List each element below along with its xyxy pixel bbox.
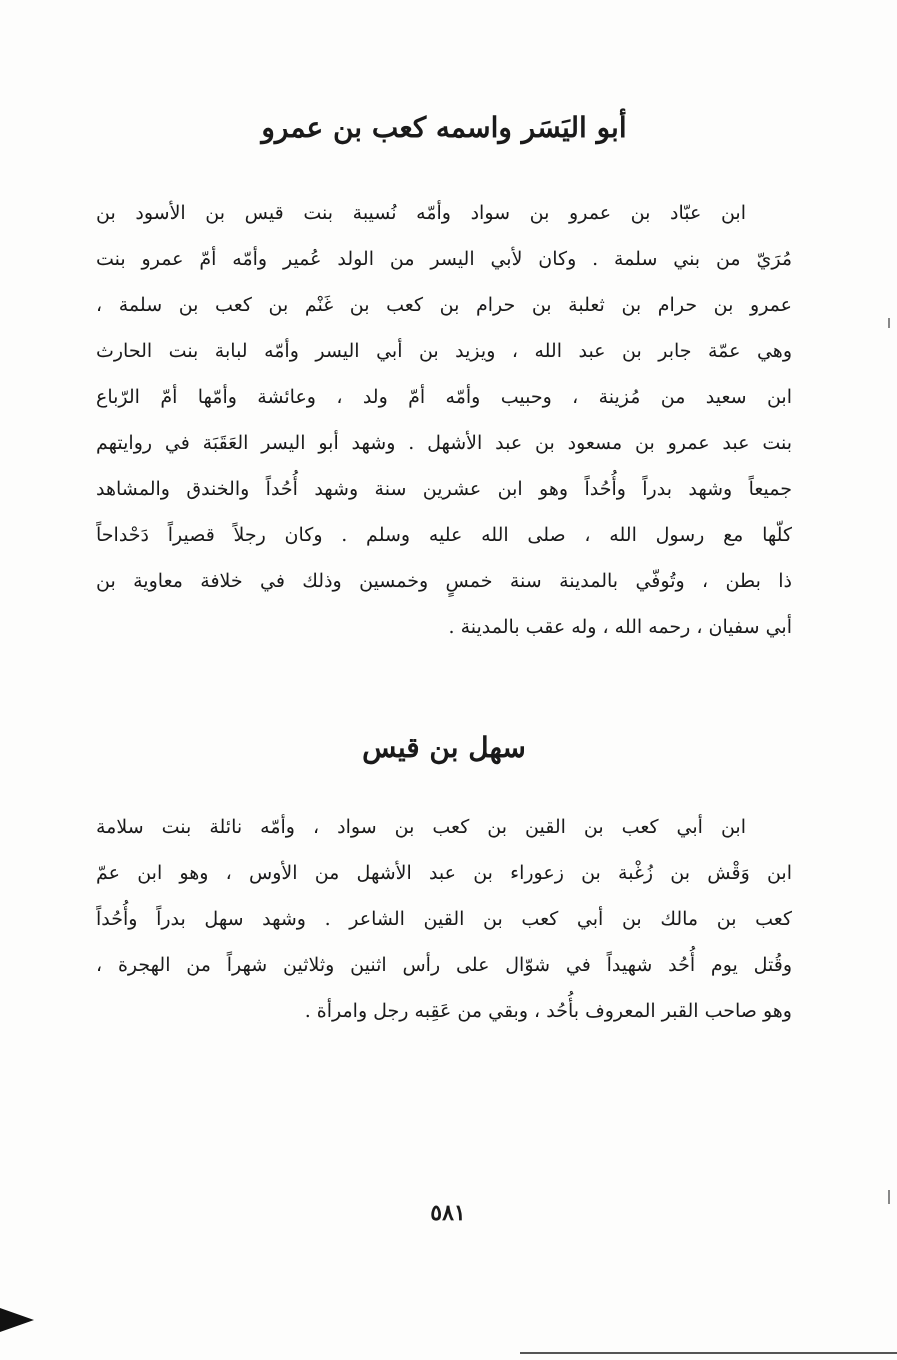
text-line: جميعاً وشهد بدراً وأُحُداً وهو ابن عشرين سنة وشهد أُحُداً والخندق والمشاهد — [96, 478, 792, 500]
page-number: ٥٨١ — [430, 1200, 466, 1226]
text-line: مُرَيّ من بني سلمة . وكان لأبي اليسر من الولد عُمير وأمّه أمّ عمرو بنت — [96, 248, 792, 270]
section-title-abu-al-yasar: أبو اليَسَر واسمه كعب بن عمرو — [261, 111, 627, 144]
paragraph-abu-al-yasar — [96, 190, 792, 650]
text-line: عمرو بن حرام بن ثعلبة بن حرام بن كعب بن غَنْم بن كعب بن سلمة ، — [96, 294, 792, 316]
text-line: ابن عبّاد بن عمرو بن سواد وأمّه نُسيبة بنت قيس بن الأسود بن — [96, 202, 746, 224]
text-line: وقُتل يوم أُحُد شهيداً في شوّال على رأس اثنين وثلاثين شهراً من الهجرة ، — [96, 954, 792, 976]
text-line: وهو صاحب القبر المعروف بأُحُد ، وبقي من عَقِبه رجل وامرأة . — [304, 1000, 792, 1022]
text-line: ابن سعيد من مُزينة ، وحبيب وأمّه أمّ ولد ، وعائشة وأمّها أمّ الرّباع — [96, 386, 792, 408]
margin-tick-mark — [888, 318, 890, 328]
scan-edge-line — [520, 1352, 897, 1354]
text-line: ابن وَقْش بن زُغْبة بن زعوراء بن عبد الأشهل من الأوس ، وهو ابن عمّ — [96, 862, 792, 884]
margin-tick-mark — [888, 1190, 890, 1204]
text-line: بنت عبد عمرو بن مسعود بن عبد الأشهل . وشهد أبو اليسر العَقَبَة في روايتهم — [96, 432, 792, 454]
text-line: وهي عمّة جابر بن عبد الله ، ويزيد بن أبي اليسر وأمّه لبابة بنت الحارث — [96, 340, 792, 362]
corner-arrow-mark — [0, 1308, 34, 1332]
paragraph-sahl-bin-qays — [96, 804, 792, 1034]
text-line: كلّها مع رسول الله ، صلى الله عليه وسلم . وكان رجلاً قصيراً دَحْداحاً — [96, 524, 792, 546]
text-line: كعب بن مالك بن أبي كعب بن القين الشاعر . وشهد سهل بدراً وأُحُداً — [96, 908, 792, 930]
text-line: ابن أبي كعب بن القين بن كعب بن سواد ، وأمّه نائلة بنت سلامة — [96, 816, 746, 838]
text-line: أبي سفيان ، رحمه الله ، وله عقب بالمدينة . — [448, 616, 792, 638]
text-line: ذا بطن ، وتُوفّي بالمدينة سنة خمسٍ وخمسين وذلك في خلافة معاوية بن — [96, 570, 792, 592]
section-title-sahl-bin-qays: سهل بن قيس — [362, 731, 526, 764]
